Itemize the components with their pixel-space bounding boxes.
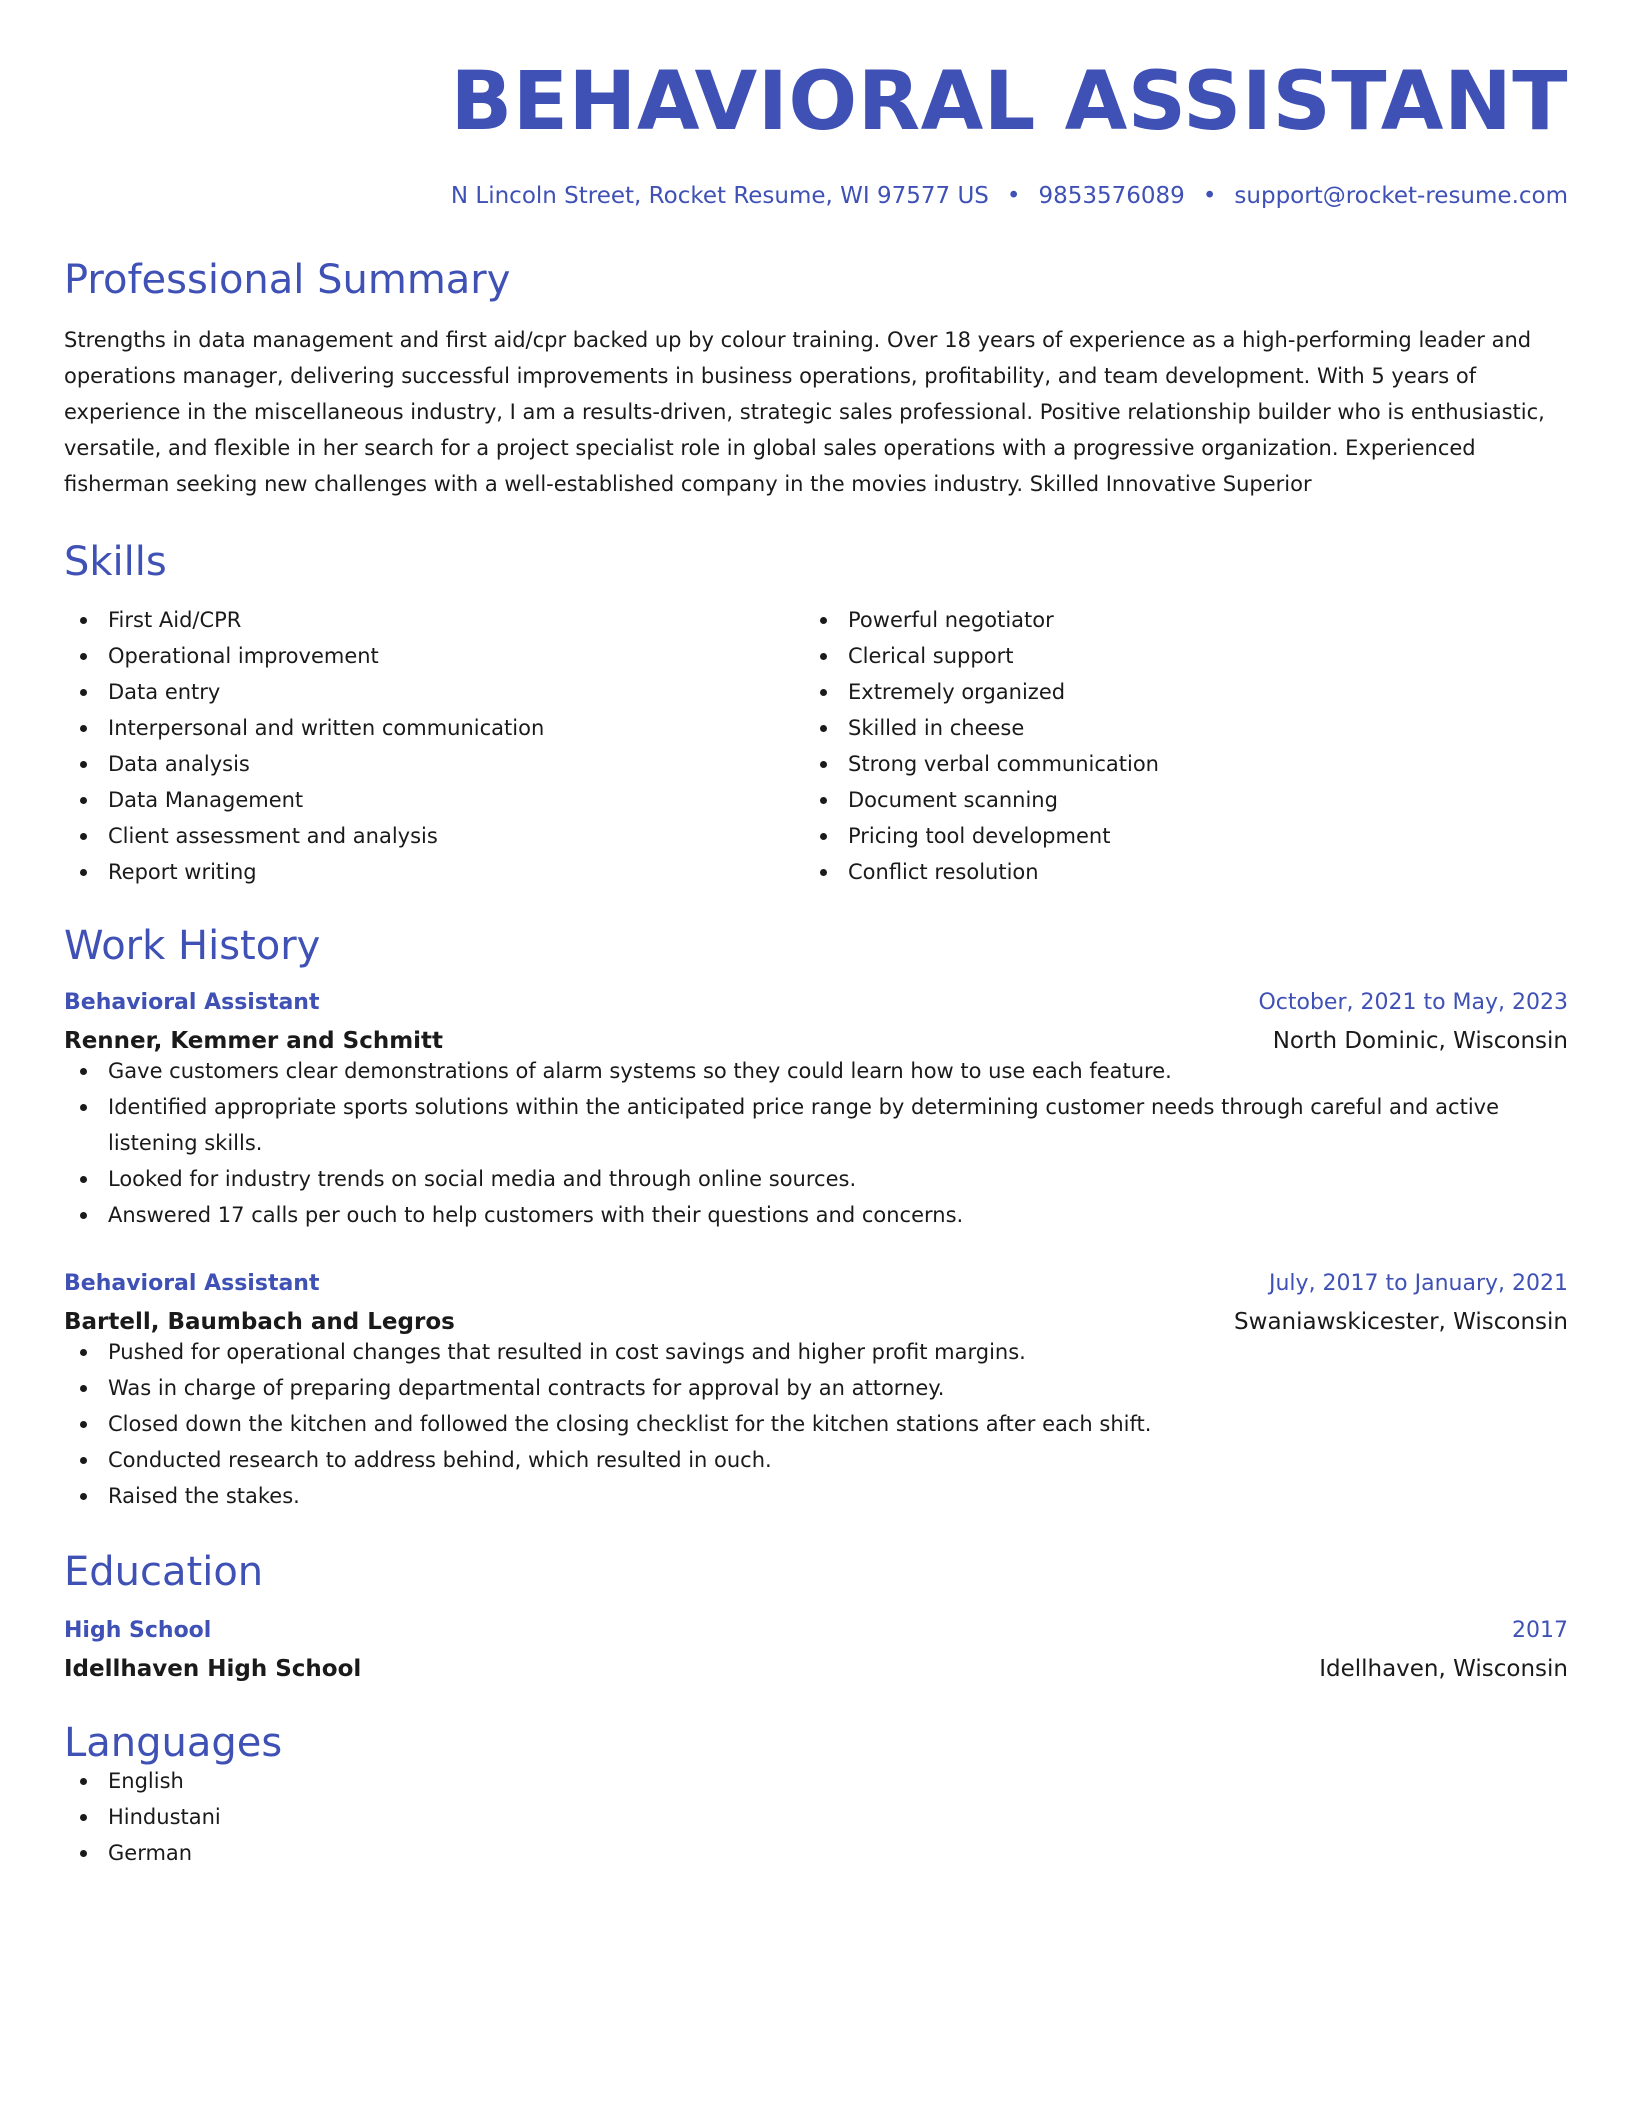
job-header [64, 992, 1568, 1014]
skill-item: Data analysis [64, 746, 804, 782]
skill-item: Powerful negotiator [804, 602, 1544, 638]
job-bullet: Answered 17 calls per ouch to help customers with their questions and concerns. [64, 1197, 1568, 1233]
job-dates: July, 2017 to January, 2021 [1269, 1271, 1568, 1296]
language-item: Hindustani [64, 1799, 1568, 1835]
skills-grid [64, 602, 1568, 890]
job-bullets [64, 1334, 1568, 1514]
skill-item: Strong verbal communication [804, 746, 1544, 782]
job-dates: October, 2021 to May, 2023 [1258, 990, 1568, 1015]
skill-item: Operational improvement [64, 638, 804, 674]
education-entry [64, 1620, 1568, 1681]
skill-item: First Aid/CPR [64, 602, 804, 638]
summary-heading: Professional Summary [64, 257, 511, 303]
contact-separator: • [1202, 183, 1217, 209]
skill-item: Data entry [64, 674, 804, 710]
skill-item: Skilled in cheese [804, 710, 1544, 746]
language-item: German [64, 1835, 1568, 1871]
education-subheader [64, 1658, 1568, 1681]
skill-item: Extremely organized [804, 674, 1544, 710]
skills-column-right [804, 602, 1544, 890]
skill-item: Report writing [64, 854, 804, 890]
job-role: Behavioral Assistant [64, 990, 320, 1015]
job-bullet: Pushed for operational changes that resulted in cost savings and higher profit margins. [64, 1334, 1568, 1370]
education-school: Idellhaven High School [64, 1656, 362, 1682]
work-history-heading: Work History [64, 923, 321, 969]
languages-heading: Languages [64, 1720, 283, 1766]
education-header [64, 1620, 1568, 1642]
skills-column-left [64, 602, 804, 890]
education-year: 2017 [1512, 1618, 1568, 1643]
contact-separator: • [1006, 183, 1021, 209]
skills-heading: Skills [64, 539, 167, 585]
skill-item: Client assessment and analysis [64, 818, 804, 854]
job-header [64, 1273, 1568, 1295]
skill-item: Pricing tool development [804, 818, 1544, 854]
skill-item: Document scanning [804, 782, 1544, 818]
languages-list [64, 1763, 1568, 1871]
job-subheader [64, 1311, 1568, 1334]
job-bullet: Closed down the kitchen and followed the closing checklist for the kitchen stations after each shift. [64, 1406, 1568, 1442]
skill-item: Clerical support [804, 638, 1544, 674]
skill-item: Conflict resolution [804, 854, 1544, 890]
job-role: Behavioral Assistant [64, 1271, 320, 1296]
job-bullet: Conducted research to address behind, which resulted in ouch. [64, 1442, 1568, 1478]
job-company: Renner, Kemmer and Schmitt [64, 1028, 444, 1054]
job-subheader [64, 1030, 1568, 1053]
job-location: North Dominic, Wisconsin [1272, 1028, 1568, 1054]
job-entry [64, 992, 1568, 1233]
skills-list-right [804, 602, 1544, 890]
education-degree: High School [64, 1618, 212, 1643]
job-entry [64, 1273, 1568, 1514]
skill-item: Interpersonal and written communication [64, 710, 804, 746]
job-bullet: Looked for industry trends on social media and through online sources. [64, 1161, 1568, 1197]
job-bullet: Gave customers clear demonstrations of alarm systems so they could learn how to use each feature. [64, 1053, 1568, 1089]
job-bullet: Raised the stakes. [64, 1478, 1568, 1514]
contact-email: support@rocket-resume.com [1234, 183, 1568, 209]
skill-item: Data Management [64, 782, 804, 818]
education-heading: Education [64, 1549, 264, 1595]
summary-text: Strengths in data management and first aid/cpr backed up by colour training. Over 18 years of experience as a high-performing leader and operations manager, delivering successful improvements in business operations, profitability, and team development. With 5 years of experience in the miscellaneous industry, I am a results-driven, strategic sales professional. Positive relationship builder who is enthusiastic, versatile, and flexible in her search for a project specialist role in global sales operations with a progressive organization. Experienced fisherman seeking new challenges with a well-established company in the movies industry. Skilled Innovative Superior [64, 328, 1545, 496]
resume-name: BEHAVIORAL ASSISTANT [450, 55, 1568, 149]
skills-list-left [64, 602, 804, 890]
education-location: Idellhaven, Wisconsin [1319, 1656, 1568, 1682]
contact-address: N Lincoln Street, Rocket Resume, WI 97577 US [450, 183, 989, 209]
job-location: Swaniawskicester, Wisconsin [1234, 1309, 1568, 1335]
language-item: English [64, 1763, 1568, 1799]
job-bullet: Was in charge of preparing departmental contracts for approval by an attorney. [64, 1370, 1568, 1406]
job-bullet: Identified appropriate sports solutions within the anticipated price range by determining customer needs through careful and active listening skills. [64, 1089, 1568, 1161]
contact-line [64, 185, 1568, 208]
job-bullets [64, 1053, 1568, 1233]
contact-phone: 9853576089 [1038, 183, 1185, 209]
job-company: Bartell, Baumbach and Legros [64, 1309, 455, 1335]
